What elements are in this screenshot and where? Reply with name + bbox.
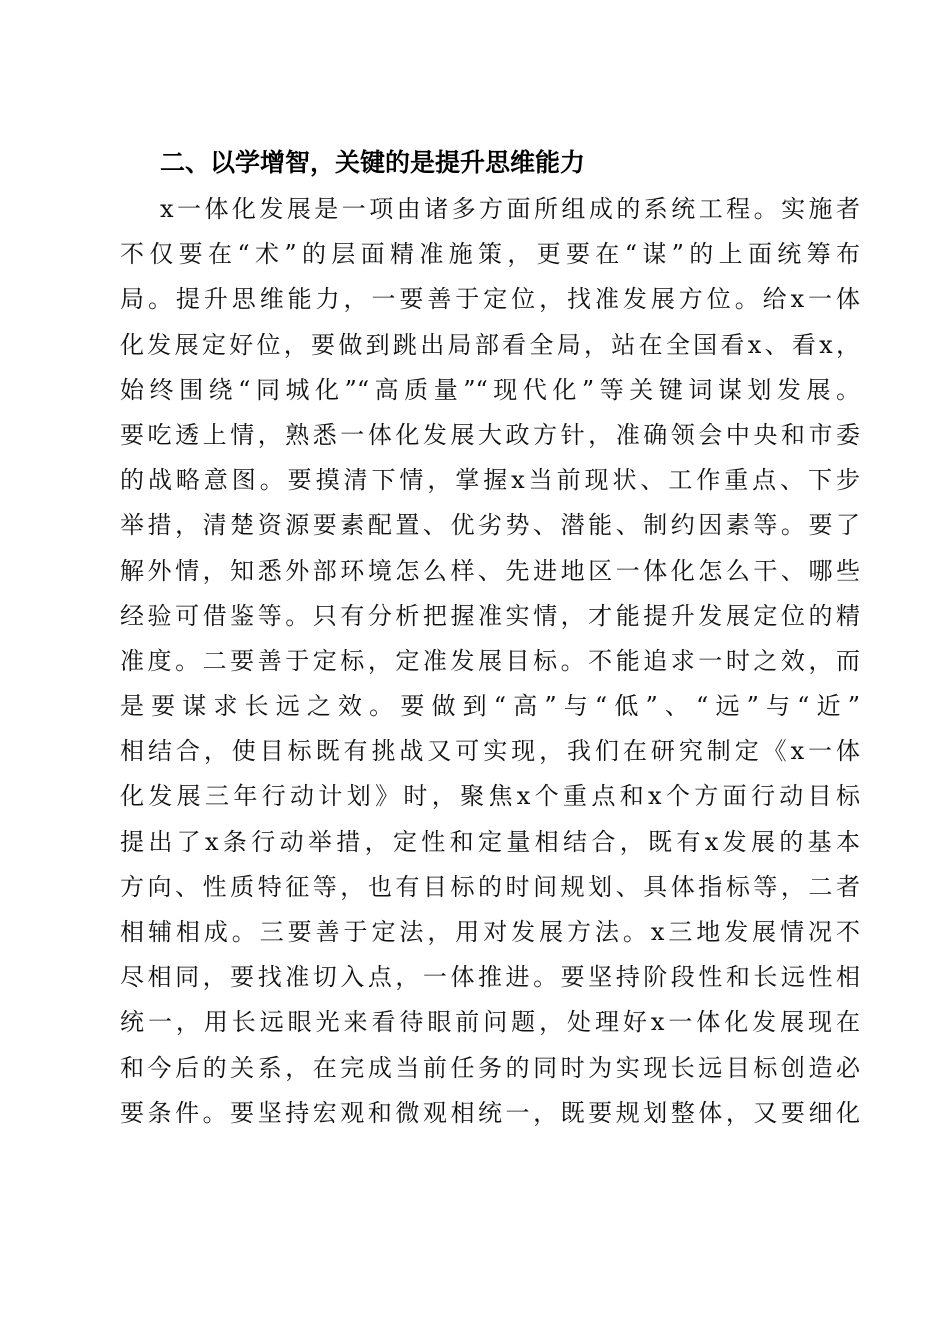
paragraph-line: 的战略意图。要摸清下情，掌握x当前现状、工作重点、下步 xyxy=(120,466,860,495)
paragraph-line: 要条件。要坚持宏观和微观相统一，既要规划整体，又要细化 xyxy=(120,1098,860,1127)
paragraph-line: 始终围绕“同城化”“高质量”“现代化”等关键词谋划发展。 xyxy=(120,375,860,404)
paragraph-line: 方向、性质特征等，也有目标的时间规划、具体指标等，二者 xyxy=(120,872,860,901)
paragraph-line: 相结合，使目标既有挑战又可实现，我们在研究制定《x一体 xyxy=(120,737,860,766)
paragraph-line: 举措，清楚资源要素配置、优劣势、潜能、制约因素等。要了 xyxy=(120,511,860,540)
body-paragraph xyxy=(120,187,860,1136)
paragraph-line: 相辅相成。三要善于定法，用对发展方法。x三地发展情况不 xyxy=(120,918,860,946)
paragraph-line: 提出了x条行动举措，定性和定量相结合，既有x发展的基本 xyxy=(120,827,860,856)
paragraph-line: 局。提升思维能力，一要善于定位，找准发展方位。给x一体 xyxy=(120,285,860,314)
paragraph-line: 不仅要在“术”的层面精准施策，更要在“谋”的上面统筹布 xyxy=(120,240,860,269)
paragraph-line: 化发展定好位，要做到跳出局部看全局，站在全国看x、看x， xyxy=(120,330,860,359)
paragraph-line: 尽相同，要找准切入点，一体推进。要坚持阶段性和长远性相 xyxy=(120,963,860,992)
paragraph-line: 是要谋求长远之效。要做到“高”与“低”、“远”与“近” xyxy=(120,692,860,721)
paragraph-line: 解外情，知悉外部环境怎么样、先进地区一体化怎么干、哪些 xyxy=(120,556,860,585)
paragraph-line: 要吃透上情，熟悉一体化发展大政方针，准确领会中央和市委 xyxy=(120,420,860,449)
paragraph-line: 经验可借鉴等。只有分析把握准实情，才能提升发展定位的精 xyxy=(120,601,860,630)
paragraph-line: 准度。二要善于定标，定准发展目标。不能追求一时之效，而 xyxy=(120,646,860,675)
section-heading: 二、以学增智，关键的是提升思维能力 xyxy=(160,148,586,177)
paragraph-line: 统一，用长远眼光来看待眼前问题，处理好x一体化发展现在 xyxy=(120,1008,860,1037)
paragraph-line: x一体化发展是一项由诸多方面所组成的系统工程。实施者 xyxy=(160,195,860,223)
paragraph-line: 化发展三年行动计划》时，聚焦x个重点和x个方面行动目标 xyxy=(120,782,860,811)
paragraph-line: 和今后的关系，在完成当前任务的同时为实现长远目标创造必 xyxy=(120,1053,860,1082)
